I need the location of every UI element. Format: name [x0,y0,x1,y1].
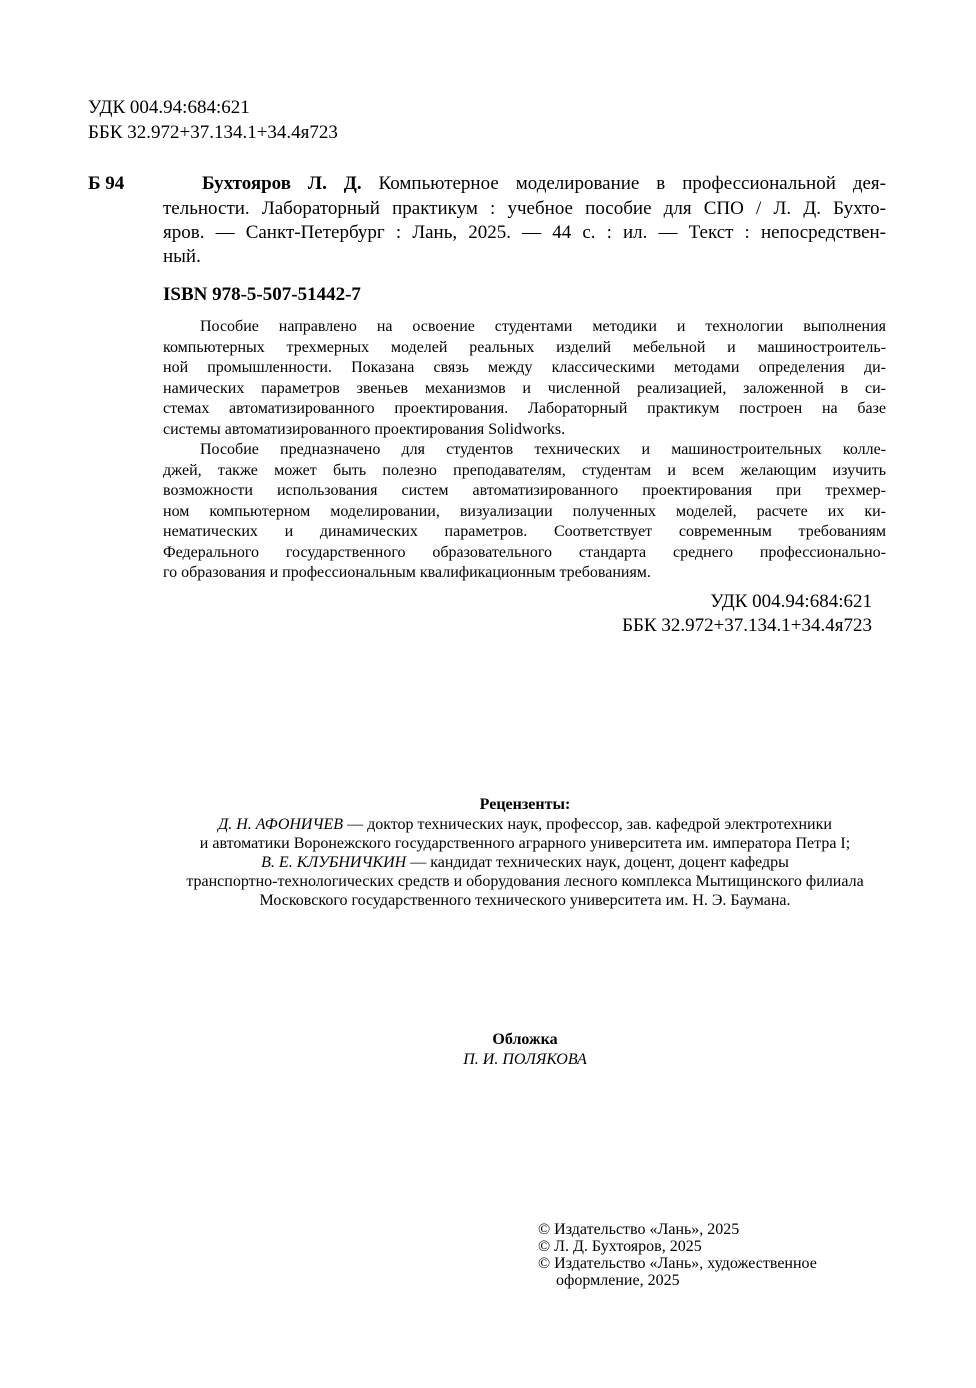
copyright-line: © Издательство «Лань», 2025 [538,1221,740,1238]
udk-bottom: УДК 004.94:684:621 [710,591,872,612]
reviewer-1-line-2: и автоматики Воронежского государственного аграрного университета им. императора Петра I; [199,835,851,852]
abstract-p2-line: ном компьютерном моделировании, визуализации полученных моделей, расчете их ки- [163,503,886,520]
bbk-top: ББК 32.972+37.134.1+34.4я723 [88,122,338,143]
cover-heading: Обложка [492,1031,558,1048]
abstract-p1-line: ной промышленности. Показана связь между классическими методами определения ди- [163,359,886,376]
catalog-code: Б 94 [88,173,125,194]
udk-top: УДК 004.94:684:621 [88,97,250,118]
cover-designer: П. И. ПОЛЯКОВА [463,1051,587,1068]
biblio-line-4: ный. [163,246,201,267]
bbk-bottom: ББК 32.972+37.134.1+34.4я723 [622,615,872,636]
abstract-p1-line: намических параметров звеньев механизмов и численной реализацией, заложенной в си- [163,380,886,397]
isbn: ISBN 978-5-507-51442-7 [163,284,361,305]
reviewer-2-line-3: Московского государственного технического университета им. Н. Э. Баумана. [259,892,791,909]
reviewer-1-line-1 [0,815,976,834]
abstract-p1-line: Пособие направлено на освоение студентами методики и технологии выполнения [200,318,886,335]
copyright-line: оформление, 2025 [556,1272,680,1289]
abstract-p2-line: го образования и профессиональным квалификационным требованиям. [163,564,651,581]
abstract-p1-line: стемах автоматизированного проектирования. Лабораторный практикум построен на базе [163,400,886,417]
abstract-p2-line: Пособие предназначено для студентов технических и машиностроительных колле- [200,441,886,458]
biblio-line-1 [202,172,886,196]
biblio-line-2: тельности. Лабораторный практикум : учебное пособие для СПО / Л. Д. Бухто- [163,198,886,219]
reviewer-2-line-1 [0,853,976,872]
author-name: Бухтояров Л. Д. [202,173,362,194]
abstract-p2-line: нематических и динамических параметров. Соответствует современным требованиям [163,523,886,540]
abstract-p1-line: системы автоматизированного проектирования Solidworks. [163,421,566,438]
biblio-line-3: яров. — Санкт-Петербург : Лань, 2025. — 44 с. : ил. — Текст : непосредствен- [163,222,886,243]
abstract-p1-line: компьютерных трехмерных моделей реальных изделий мебельной и машиностроитель- [163,339,886,356]
reviewers-heading: Рецензенты: [479,796,571,813]
copyright-line: © Л. Д. Бухтояров, 2025 [538,1238,702,1255]
abstract-p2-line: Федерального государственного образовательного стандарта среднего профессионально- [163,544,886,561]
reviewer-2-line-2: транспортно-технологических средств и оборудования лесного комплекса Мытищинского филиала [186,873,864,890]
reviewer-2-name: В. Е. КЛУБНИЧКИН [261,854,407,871]
reviewer-1-name: Д. Н. АФОНИЧЕВ [218,816,344,833]
abstract-p2-line: джей, также может быть полезно преподавателям, студентам и всем желающим изучить [163,462,886,479]
reviewer-2-title: — кандидат технических наук, доцент, доцент кафедры [406,854,789,871]
copyright-line: © Издательство «Лань», художественное [538,1255,817,1272]
biblio-title: Компьютерное моделирование в профессиональной дея- [361,173,886,194]
reviewer-1-title: — доктор технических наук, профессор, зав. кафедрой электротехники [343,816,832,833]
abstract-p2-line: возможности использования систем автоматизированного проектирования при трехмер- [163,482,886,499]
